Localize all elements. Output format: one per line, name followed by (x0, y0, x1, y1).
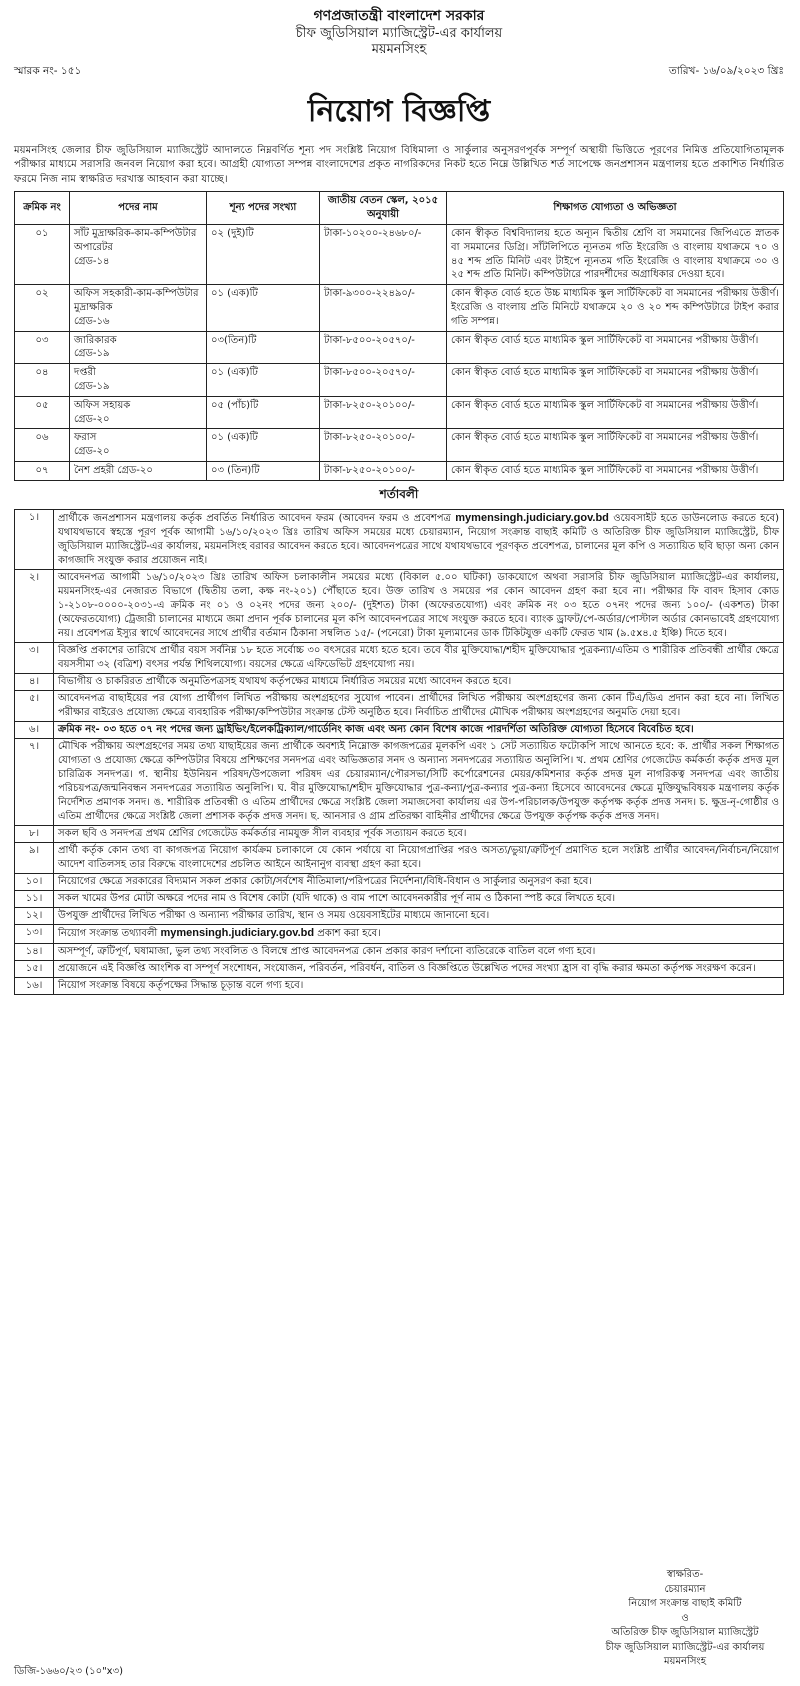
condition-number: ৩। (15, 643, 54, 674)
condition-row (15, 908, 784, 925)
signatory-location: ময়মনসিংহ (664, 1656, 706, 1667)
letterhead (14, 8, 784, 58)
cell-serial: ০৭ (15, 462, 70, 481)
condition-row (15, 891, 784, 908)
condition-text (54, 960, 784, 977)
cell-vacancy: ০১ (এক)টি (207, 285, 320, 331)
col-scale: জাতীয় বেতন স্কেল, ২০১৫ অনুযায়ী (320, 192, 447, 225)
condition-text (54, 891, 784, 908)
col-qualification: শিক্ষাগত যোগ্যতা ও অভিজ্ঞতা (447, 192, 784, 225)
cell-serial: ০৩ (15, 331, 70, 364)
condition-number: ১২। (15, 908, 54, 925)
cell-serial: ০১ (15, 225, 70, 285)
post-name: জারিকারক (74, 334, 117, 346)
cell-qualification: কোন স্বীকৃত বোর্ড হতে মাধ্যমিক স্কুল সার্টিফিকেট বা সমমানের পরীক্ষায় উত্তীর্ণ। (447, 331, 784, 364)
condition-number: ১৩। (15, 925, 54, 943)
signature-and: ও (681, 1612, 689, 1624)
committee-name: নিয়োগ সংক্রান্ত বাছাই কমিটি (628, 1598, 742, 1609)
condition-number: ৬। (15, 722, 54, 739)
condition-row (15, 960, 784, 977)
cell-scale: টাকা-১০২০০-২৪৬৮০/- (320, 225, 447, 285)
cell-post (70, 331, 207, 364)
cell-scale: টাকা-৮২৫০-২০১০০/- (320, 396, 447, 429)
cell-serial: ০৬ (15, 429, 70, 462)
post-name: দপ্তরী (74, 367, 96, 379)
col-post: পদের নাম (70, 192, 207, 225)
condition-row (15, 643, 784, 674)
condition-row (15, 943, 784, 960)
condition-text (54, 722, 784, 739)
page-title: নিয়োগ বিজ্ঞপ্তি (307, 94, 491, 129)
condition-body: আবেদনপত্র বাছাইয়ের পর যোগ্য প্রার্থীগণ লিখিত পরীক্ষায় অংশগ্রহণের সুযোগ পাবেন। প্রার্থীদের লিখিত পরীক্ষায় অংশগ্রহণের জন্য কোন টিএ/ডিএ প্রদান করা হবে না। লিখিত পরীক্ষার বাইরেও প্রযোজ্য ক্ষেত্রে ব্যবহারিক পরীক্ষা/কম্পিউটার সংক্রান্ত টেস্ট অনুষ্ঠিত হবে। নির্বাচিত প্রার্থীদের মৌখিক পরীক্ষায় অংশগ্রহণের অনুমতি দেয়া হবে। (58, 693, 779, 719)
conditions-title: শর্তাবলী (379, 486, 419, 501)
post-grade: গ্রেড-১৪ (74, 255, 110, 267)
condition-text (54, 843, 784, 874)
condition-text (54, 943, 784, 960)
condition-number: ৫। (15, 691, 54, 722)
signed-label: স্বাক্ষরিত- (666, 1569, 704, 1580)
post-grade: গ্রেড-২০ (74, 413, 110, 425)
table-row (15, 364, 784, 397)
condition-body: সকল খামের উপর মোটা অক্ষরে পদের নাম ও বিশেষ কোটা (যদি থাকে) ও বাম পাশে আবেদনকারীর পূর্ণ নাম ও ঠিকানা স্পষ্ট করে লিখতে হবে। (58, 893, 616, 905)
post-name: সাঁট মুদ্রাক্ষরিক-কাম-কম্পিউটার অপারেটর (74, 228, 197, 253)
cell-vacancy: ০৩(তিন)টি (207, 331, 320, 364)
table-row (15, 285, 784, 331)
condition-body: নিয়োগ সংক্রান্ত বিষয়ে কর্তৃপক্ষের সিদ্ধান্ত চূড়ান্ত বলে গণ্য হবে। (58, 979, 304, 991)
cell-vacancy: ০৫ (পাঁচ)টি (207, 396, 320, 429)
condition-body-cont: প্রকাশ করা হবে। (317, 928, 381, 940)
table-row (15, 225, 784, 285)
post-name: অফিস সহায়ক (74, 399, 131, 411)
condition-body: প্রার্থীকে জনপ্রশাসন মন্ত্রণালয় কর্তৃক প্রবর্তিত নির্ধারিত আবেদন ফরম (আবেদন ফরম ও প্রবেশপত্র (58, 512, 451, 524)
condition-body: ক্রমিক নং- ০৩ হতে ০৭ নং পদের জন্য ড্রাইভিং/ইলেকট্রিক্যাল/গার্ডেনিং কাজ এবং অন্য কোন বিশেষ কাজে পারদর্শিতা অতিরিক্ত যোগ্যতা হিসেবে বিবেচিত হবে। (58, 724, 694, 736)
condition-body: আবেদনপত্র আগামী ১৬/১০/২০২৩ খ্রিঃ তারিখ অফিস চলাকালীন সময়ের মধ্যে (বিকাল ৫.০০ ঘটিকা) ডাকযোগে অথবা সরাসরি চীফ জুডিসিয়াল ম্যাজিস্ট্রেট-এর কার্যালয়, ময়মনসিংহ-এর নেজারত বিভাগে (দ্বিতীয় তলা, কক্ষ নং-২০১) পৌঁছাতে হবে। উক্ত তারিখ ও সময়ের পর কোন আবেদন গ্রহণ করা হবে না। পরীক্ষার ফি বাবদ হিসাব কোড ১-২১০৮-০০০০-২০৩১-এ ক্রমিক নং ০১ ও ০২নং পদের জন্য ২০০/- (দুইশত) টাকা (অফেরতযোগ্য) এবং ক্রমিক নং ০৩ হতে ০৭নং পদের জন্য ১০০/- (একশত) টাকা (অফেরতযোগ্য) ট্রেজারী চালানের মাধ্যমে জমা প্রদান পূর্বক চালানের মূল কপি আবেদনপত্রের সাথে সংযুক্ত করতে হবে। ব্যাংক ড্রাফট/পে-অর্ডার/পোস্টাল অর্ডার কোনভাবেই গ্রহণযোগ্য নয়। প্রবেশপত্র ইস্যুর স্বার্থে আবেদনের সাথে প্রার্থীর বর্তমান ঠিকানা সম্বলিত ১৫/- (পনেরো) টাকা মূল্যমানের ডাক টিকিটযুক্ত একটি ফেরত খাম (৯.৫x৪.৫ ইঞ্চি) দিতে হবে। (58, 572, 779, 640)
condition-row (15, 570, 784, 643)
office-name: চীফ জুডিসিয়াল ম্যাজিস্ট্রেট-এর কার্যালয় (295, 25, 503, 41)
condition-text (54, 908, 784, 925)
condition-row (15, 874, 784, 891)
condition-body: নিয়োগ সংক্রান্ত তথ্যাবলী (58, 928, 158, 940)
col-vacancy: শূন্য পদের সংখ্যা (207, 192, 320, 225)
post-grade: গ্রেড-১৬ (74, 315, 110, 327)
table-header-row (15, 192, 784, 225)
memo-number: স্মারক নং- ১৫১ (14, 65, 82, 77)
condition-number: ১৪। (15, 943, 54, 960)
signature-block (580, 1568, 790, 1670)
condition-body: বিজ্ঞপ্তি প্রকাশের তারিখে প্রার্থীর বয়স সর্বনিম্ন ১৮ হতে সর্বোচ্চ ৩০ বৎসরের মধ্যে হতে হবে। তবে বীর মুক্তিযোদ্ধা/শহীদ মুক্তিযোদ্ধার পুত্রকন্যা/এতিম ও শারীরিক প্রতিবন্ধী প্রার্থীর ক্ষেত্রে বয়সসীমা ৩২ (বত্রিশ) বৎসর পর্যন্ত শিথিলযোগ্য। বয়সের ক্ষেত্রে এফিডেভিট গ্রহণযোগ্য নয়। (58, 645, 779, 671)
post-grade: গ্রেড-২০ (74, 446, 110, 458)
cell-post (70, 429, 207, 462)
signatory-office: চীফ জুডিসিয়াল ম্যাজিস্ট্রেট-এর কার্যালয় (605, 1641, 765, 1653)
cell-serial: ০৫ (15, 396, 70, 429)
reference-line (14, 64, 784, 81)
condition-body: নিয়োগের ক্ষেত্রে সরকারের বিদ্যমান সকল প্রকার কোটা/সর্বশেষ নীতিমালা/পরিপত্রের নির্দেশনা/বিধি-বিধান ও সার্কুলার অনুসরণ করা হবে। (58, 876, 592, 888)
signatory-designation: অতিরিক্ত চীফ জুডিসিয়াল ম্যাজিস্ট্রেট (611, 1627, 759, 1638)
signatory-title: চেয়ারম্যান (664, 1583, 706, 1595)
cell-vacancy: ০৩ (তিন)টি (207, 462, 320, 481)
cell-scale: টাকা-৮২৫০-২০১০০/- (320, 462, 447, 481)
condition-number: ২। (15, 570, 54, 643)
condition-text (54, 874, 784, 891)
condition-text (54, 925, 784, 943)
condition-body: প্রয়োজনে এই বিজ্ঞপ্তি আংশিক বা সম্পূর্ণ সংশোধন, সংযোজন, পরিবর্তন, পরিবর্ধন, বাতিল ও বিজ্ঞপ্তিতে উল্লেখিত পদের সংখ্যা হ্রাস বা বৃদ্ধি করার ক্ষমতা কর্তৃপক্ষ সংরক্ষণ করেন। (58, 962, 756, 974)
condition-row (15, 826, 784, 843)
condition-row (15, 509, 784, 569)
post-grade: গ্রেড-১৯ (74, 381, 110, 393)
cell-qualification: কোন স্বীকৃত বোর্ড হতে মাধ্যমিক স্কুল সার্টিফিকেট বা সমমানের পরীক্ষায় উত্তীর্ণ। (447, 462, 784, 481)
cell-serial: ০২ (15, 285, 70, 331)
post-grade: গ্রেড-১৯ (74, 348, 110, 360)
condition-number: ৭। (15, 739, 54, 826)
condition-text (54, 674, 784, 691)
post-name: নৈশ প্রহরী গ্রেড-২০ (74, 465, 153, 476)
condition-number: ১৬। (15, 977, 54, 994)
condition-body: সকল ছবি ও সনদপত্র প্রথম শ্রেণির গেজেটেড কর্মকর্তার নামযুক্ত সীল ব্যবহার পূর্বক সত্যায়ন করতে হবে। (58, 828, 467, 840)
cell-vacancy: ০২ (দুই)টি (207, 225, 320, 285)
issue-date: তারিখ- ১৬/০৯/২০২৩ খ্রিঃ (668, 65, 784, 77)
cell-vacancy: ০১ (এক)টি (207, 364, 320, 397)
post-name: ফরাস (74, 432, 97, 444)
office-location: ময়মনসিংহ (371, 41, 427, 57)
cell-post (70, 462, 207, 481)
cell-post (70, 225, 207, 285)
cell-scale: টাকা-৯৩০০-২২৪৯০/- (320, 285, 447, 331)
condition-row (15, 674, 784, 691)
cell-post (70, 285, 207, 331)
condition-text (54, 643, 784, 674)
condition-number: ১। (15, 509, 54, 569)
condition-body: বিভাগীয় ও চাকরিরত প্রার্থীকে অনুমতিপত্রসহ যথাযথ কর্তৃপক্ষের মাধ্যমে নির্ধারিত সময়ের মধ্যে আবেদন করতে হবে। (58, 676, 512, 688)
govt-name: গণপ্রজাতন্ত্রী বাংলাদেশ সরকার (313, 8, 485, 24)
condition-row (15, 843, 784, 874)
website-link[interactable]: mymensingh.judiciary.gov.bd (455, 511, 609, 524)
cell-qualification: কোন স্বীকৃত বোর্ড হতে মাধ্যমিক স্কুল সার্টিফিকেট বা সমমানের পরীক্ষায় উত্তীর্ণ। (447, 364, 784, 397)
cell-qualification: কোন স্বীকৃত বিশ্ববিদ্যালয় হতে অন্যূন দ্বিতীয় শ্রেণি বা সমমানের জিপিএতে স্নাতক বা সমমানের ডিগ্রি। সাঁটলিপিতে ন্যূনতম গতি ইংরেজি ও বাংলায় যথাক্রমে ৭০ ও ৪৫ শব্দ প্রতি মিনিট এবং টাইপে ন্যূনতম গতি ইংরেজি ও বাংলায় যথাক্রমে ৩০ ও ২৫ শব্দ প্রতি মিনিট। কম্পিউটারে পারদর্শীদের অগ্রাধিকার দেওয়া হবে। (447, 225, 784, 285)
cell-scale: টাকা-৮৫০০-২০৫৭০/- (320, 364, 447, 397)
condition-body-cont: ওয়েবসাইট হতে ডাউনলোড করতে হবে) যথাযথভাবে স্বহস্তে পূরণ পূর্বক আগামী ১৬/১০/২০২৩ খ্রিঃ তারিখ অফিস সময়ের মধ্যে চেয়ারম্যান, নিয়োগ সংক্রান্ত বাছাই কমিটি ও অতিরিক্ত চীফ জুডিসিয়াল ম্যাজিস্ট্রেট, চীফ জুডিসিয়াল ম্যাজিস্ট্রেট-এর কার্যালয়, ময়মনসিংহ বরাবর আবেদন করতে হবে। আবেদনপত্রের সাথে যথাযথভাবে পূরণকৃত প্রবেশপত্র, চালানের মূল কপি ও সত্যায়িত ছবি ছাড়া অন্য কোন কাগজাদি সংযুক্ত করার প্রয়োজন নাই। (58, 512, 779, 567)
table-row (15, 429, 784, 462)
website-link[interactable]: mymensingh.judiciary.gov.bd (160, 927, 315, 940)
condition-text (54, 570, 784, 643)
cell-qualification: কোন স্বীকৃত বোর্ড হতে উচ্চ মাধ্যমিক স্কুল সার্টিফিকেট বা সমমানের পরীক্ষায় উত্তীর্ণ। ইংরেজি ও বাংলায় প্রতি মিনিটে যথাক্রমে ২০ ও ২০ শব্দ কম্পিউটারে টাইপ করার গতি সম্পন্ন। (447, 285, 784, 331)
footer-code: ডিজি-১৬৬০/২৩ (১০"x৩) (14, 1666, 123, 1677)
intro-paragraph: ময়মনসিংহ জেলার চীফ জুডিসিয়াল ম্যাজিস্ট্রেট আদালতে নিম্নবর্ণিত শূন্য পদ সংশ্লিষ্ট নিয়োগ বিধিমালা ও সার্কুলার অনুসরণপূর্বক সম্পূর্ণ অস্থায়ী ভিত্তিতে পূরণের নিমিত্ত প্রতিযোগিতামূলক পরীক্ষার মাধ্যমে সরাসরি জনবল নিয়োগ করা হবে। আগ্রহী যোগ্যতা সম্পন্ন বাংলাদেশের প্রকৃত নাগরিকদের নিকট হতে নিম্নে উল্লিখিত শর্ত সাপেক্ষে জনপ্রশাসন মন্ত্রণালয় হতে প্রকাশিত নির্ধারিত ফরমে নিজ নাম স্বাক্ষরিত দরখাস্ত আহবান করা যাচ্ছে। (14, 145, 784, 185)
cell-scale: টাকা-৮২৫০-২০১০০/- (320, 429, 447, 462)
condition-text (54, 977, 784, 994)
post-name: অফিস সহকারী-কাম-কম্পিউটার মুদ্রাক্ষরিক (74, 288, 199, 314)
condition-row (15, 925, 784, 943)
condition-number: ৮। (15, 826, 54, 843)
cell-vacancy: ০১ (এক)টি (207, 429, 320, 462)
cell-qualification: কোন স্বীকৃত বোর্ড হতে মাধ্যমিক স্কুল সার্টিফিকেট বা সমমানের পরীক্ষায় উত্তীর্ণ। (447, 429, 784, 462)
condition-body: অসম্পূর্ণ, ত্রুটিপূর্ণ, ঘষামাজা, ভুল তথ্য সংবলিত ও বিলম্বে প্রাপ্ত আবেদনপত্র কোন প্রকার কারণ দর্শানো ব্যতিরেকে বাতিল বলে গণ্য হবে। (58, 945, 596, 957)
cell-post (70, 364, 207, 397)
condition-number: ১১। (15, 891, 54, 908)
condition-number: ৪। (15, 674, 54, 691)
condition-row (15, 691, 784, 722)
condition-text (54, 826, 784, 843)
condition-number: ১৫। (15, 960, 54, 977)
cell-scale: টাকা-৮৫০০-২০৫৭০/- (320, 331, 447, 364)
cell-post (70, 396, 207, 429)
table-row (15, 396, 784, 429)
cell-qualification: কোন স্বীকৃত বোর্ড হতে মাধ্যমিক স্কুল সার্টিফিকেট বা সমমানের পরীক্ষায় উত্তীর্ণ। (447, 396, 784, 429)
condition-text (54, 509, 784, 569)
conditions-table (14, 509, 784, 995)
condition-text (54, 691, 784, 722)
condition-number: ৯। (15, 843, 54, 874)
condition-text (54, 739, 784, 826)
condition-body: উপযুক্ত প্রার্থীদের লিখিত পরীক্ষা ও অন্যান্য পরীক্ষার তারিখ, স্থান ও সময় ওয়েবসাইটের মাধ্যমে জানানো হবে। (58, 910, 490, 922)
col-serial: ক্রমিক নং (15, 192, 70, 225)
table-row (15, 462, 784, 481)
table-row (15, 331, 784, 364)
condition-row (15, 722, 784, 739)
condition-number: ১০। (15, 874, 54, 891)
condition-row (15, 977, 784, 994)
condition-row (15, 739, 784, 826)
condition-body: প্রার্থী কর্তৃক কোন তথ্য বা কাগজপত্র নিয়োগ কার্যক্রম চলাকালে যে কোন পর্যায়ে বা নিয়োগপ্রাপ্তির পরও অসত্য/ভুয়া/ত্রুটিপূর্ণ প্রমাণিত হলে সংশ্লিষ্ট প্রার্থীর আবেদন/নির্বাচন/নিয়োগ আদেশ বাতিলসহ তার বিরুদ্ধে বাংলাদেশের প্রচলিত আইনে আইনানুগ ব্যবস্থা গ্রহণ করা হবে। (58, 845, 779, 871)
vacancy-table (14, 191, 784, 480)
condition-body: মৌখিক পরীক্ষায় অংশগ্রহণের সময় তথ্য যাছাইয়ের জন্য প্রার্থীকে অবশ্যই নিম্নোক্ত কাগজপত্রের মূলকপি এবং ১ সেট সত্যায়িত ফটোকপি সাথে আনতে হবে: ক. প্রার্থীর সকল শিক্ষাগত যোগ্যতা ও প্রযোজ্য ক্ষেত্রে কম্পিউটার বিষয়ে প্রশিক্ষণের সনদপত্র এবং অভিজ্ঞতার সনদ ও অন্যান্য সনদপত্রের সত্যায়িত অনুলিপি। খ. প্রথম শ্রেণির গেজেটেড কর্মকর্তা কর্তৃক প্রদত্ত মূল চারিত্রিক সনদপত্র। গ. স্থানীয় ইউনিয়ন পরিষদ/উপজেলা পরিষদ এর চেয়ারম্যান/পৌরসভা/সিটি কর্পোরেশনের মেয়র/কমিশনার কর্তৃক প্রদত্ত মূল নাগরিকত্ব সনদপত্র এবং জাতীয় পরিচয়পত্র/জন্মনিবন্ধন সনদপত্রের সত্যায়িত অনুলিপি। ঘ. বীর মুক্তিযোদ্ধা/শহীদ মুক্তিযোদ্ধার পুত্র-কন্যা/পুত্র-কন্যার পুত্র-কন্যা হিসেবে আবেদনের ক্ষেত্রে মুক্তিযুদ্ধবিষয়ক মন্ত্রণালয় কর্তৃক নির্দেশিত প্রমাণক সনদ। ঙ. শারীরিক প্রতিবন্ধী ও এতিম প্রার্থীদের ক্ষেত্রে সংশ্লিষ্ট জেলা সমাজসেবা কার্যালয় এর উপ-পরিচালক/উপযুক্ত কর্তৃপক্ষ কর্তৃক প্রদত্ত সনদ। চ. ক্ষুদ্র-নৃ-গোষ্ঠীর ও এতিম প্রার্থীদের ক্ষেত্রে সংশ্লিষ্ট জেলা প্রশাসক কর্তৃক প্রদত্ত সনদ। ছ. আনসার ও গ্রাম প্রতিরক্ষা বাহিনীর প্রার্থীদের ক্ষেত্রে উপযুক্ত কর্তৃপক্ষ কর্তৃক প্রদত্ত সনদ। (58, 741, 779, 823)
cell-serial: ০৪ (15, 364, 70, 397)
